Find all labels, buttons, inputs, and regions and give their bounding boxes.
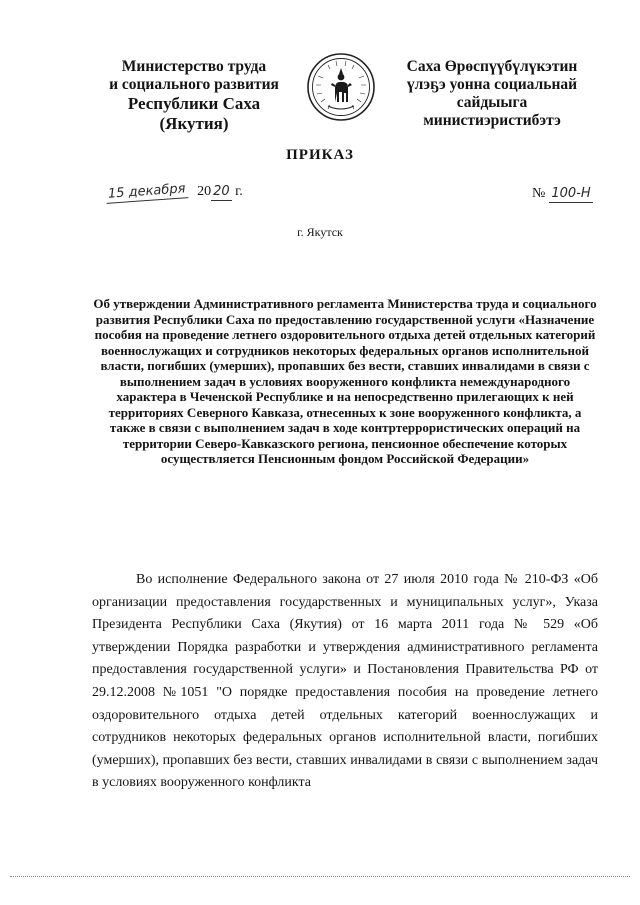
ministry-name-line: Министерство труда: [121, 58, 267, 75]
ministry-name-russian: [92, 58, 296, 134]
scan-edge-divider: [10, 876, 630, 877]
ministry-name-line: сайдыыга министиэристибэтэ: [423, 94, 561, 129]
order-date-year-prefix: 20: [197, 184, 212, 199]
order-date-year: 20: [213, 184, 230, 199]
order-number: [532, 186, 593, 203]
order-date-day: 15 декабря: [106, 181, 189, 204]
order-date-suffix: г.: [235, 184, 243, 199]
body-paragraph: Во исполнение Федерального закона от 27 июля 2010 года № 210-ФЗ «Об организации предоставления государственных и муниципальных услуг», Указа Президента Республики Саха (Якутия) от 16 марта 2011 года № 529 «Об утверждении Порядка разработки и утверждения административного регламента предоставления государственной услуги» и Постановления Правительства РФ от 29.12.2008 №1051 "О порядке предоставления пособия на проведение летнего оздоровительного отдыха детей отдельных категорий военнослужащих и сотрудников некоторых федеральных органов исполнительной власти, погибших (умерших), пропавших без вести, ставших инвалидами в связи с выполнением задач в условиях вооруженного конфликта: [92, 572, 598, 791]
ministry-name-line: үлэҕэ уонна социальнай: [406, 76, 578, 93]
sakha-republic-emblem-icon: [306, 52, 376, 122]
order-city: г. Якутск: [297, 225, 343, 239]
ministry-name-line: Саха Өрөспүүбүлүкэтин: [406, 58, 578, 75]
ministry-name-line: Республики Саха (Якутия): [127, 94, 261, 133]
order-number-value: 100-Н: [551, 186, 591, 201]
order-title: ПРИКАЗ: [286, 147, 354, 163]
ministry-name-sakha: [386, 58, 598, 130]
order-date: [106, 181, 243, 206]
ministry-name-line: и социального развития: [109, 76, 279, 93]
document-title: Об утверждении Административного регламента Министерства труда и социального развития Республики Саха по предоставлению государственной услуги «Назначение пособия на проведение летнего оздоровительного отдыха детей отдельных категорий военнослужащих и сотрудников некоторых федеральных органов исполнительной власти, погибших (умерших), пропавших без вести, ставших инвалидами в связи с выполнением задач в условиях вооруженного конфликта немеждународного характера в Чеченской Республике и на непосредственно прилегающих к ней территориях Северного Кавказа, отнесенных к зоне вооруженного конфликта, а также в связи с выполнением задач в ходе контртеррористических операций на территории Северо-Кавказского региона, пенсионное обеспечение которых осуществляется Пенсионным фондом Российской Федерации»: [93, 296, 597, 466]
order-number-label: №: [532, 186, 546, 201]
